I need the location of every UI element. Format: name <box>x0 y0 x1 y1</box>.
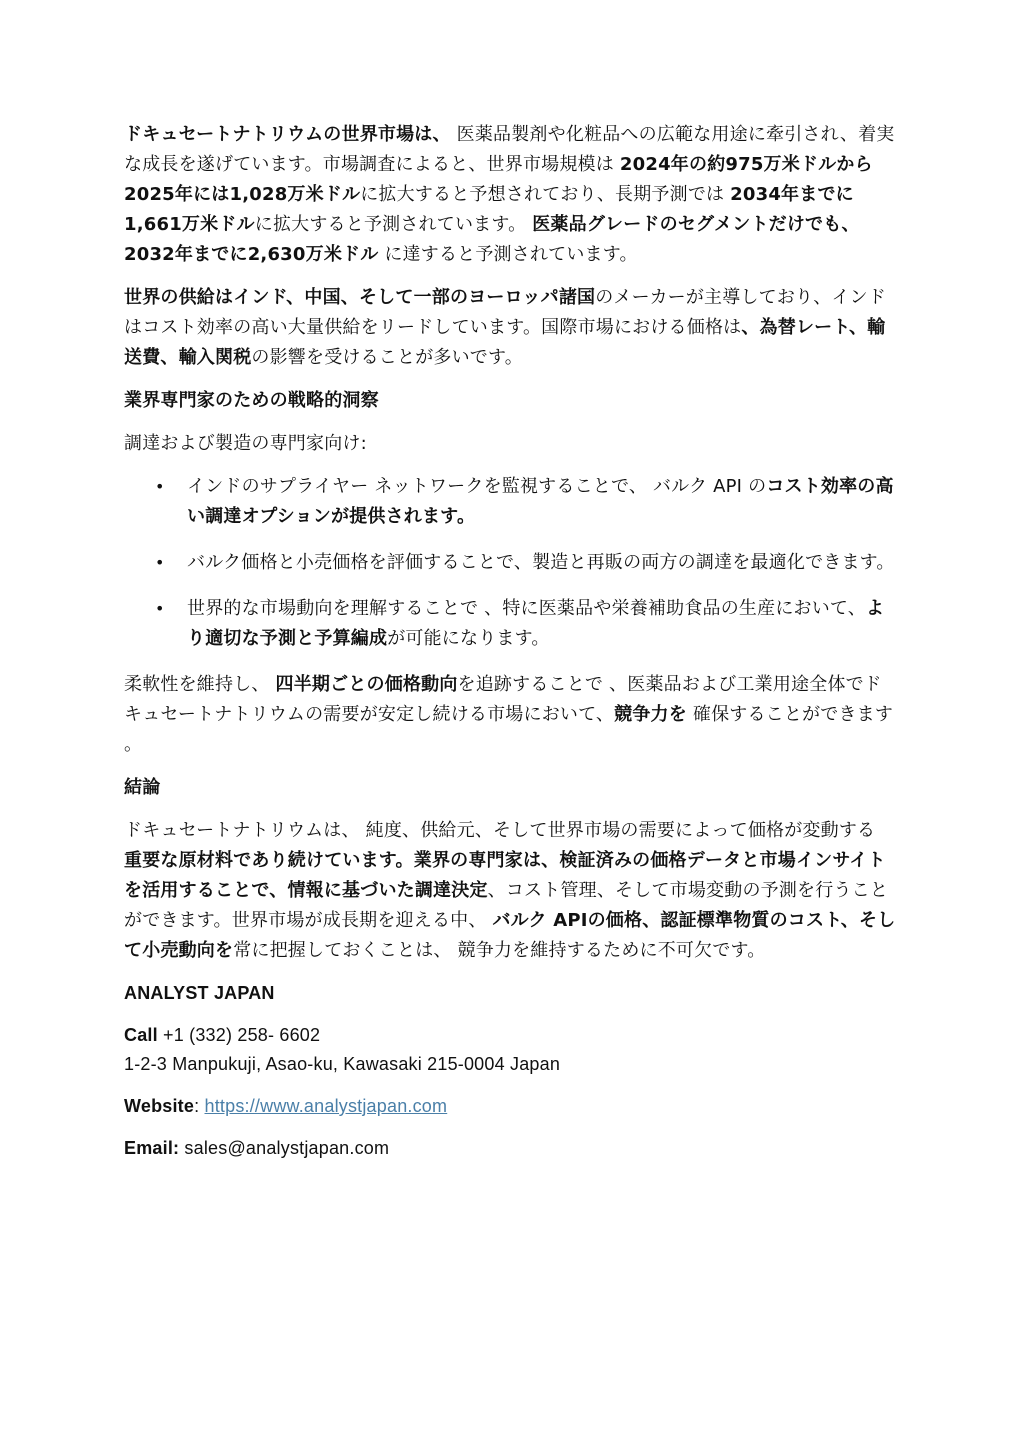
list-item <box>187 594 899 654</box>
email-address: sales@analystjapan.com <box>179 1138 390 1158</box>
conclusion-paragraph <box>124 816 899 966</box>
address-text: 1-2-3 Manpukuji, Asao-ku, Kawasaki 215-0004 Japan <box>124 1054 561 1074</box>
website-line <box>124 1092 899 1121</box>
website-link[interactable]: https://www.analystjapan.com <box>204 1096 448 1116</box>
flexibility-paragraph <box>124 670 899 760</box>
body-text: ドキュセートナトリウムは、 純度、供給元、そして世界市場の需要によって価格が変動する <box>124 820 876 841</box>
list-item-bold: コスト効率の高い調達オプションが提供されます。 <box>187 476 894 527</box>
body-text: に拡大すると予測されています。 <box>254 214 533 235</box>
list-item <box>187 548 899 578</box>
bold-text: 、為替レート、輸送費、輸入関税 <box>124 317 886 368</box>
bold-text: 2034年までに1,661万米ドル <box>124 184 854 235</box>
body-text: 医薬品製剤や化粧品への広範な用途に牽引され、着実な成長を遂げています。市場調査によると、世界市場規模は <box>124 124 895 175</box>
section-heading-conclusion: 結論 <box>124 777 161 798</box>
company-name: ANALYST JAPAN <box>124 983 275 1003</box>
list-item-after: が可能になります。 <box>387 628 550 649</box>
body-text: の影響を受けることが多いです。 <box>251 347 523 368</box>
bold-text: 競争力を <box>614 704 687 725</box>
section-heading-insights: 業界専門家のための戦略的洞察 <box>124 390 379 411</box>
phone-number: +1 (332) 258- 6602 <box>157 1025 321 1045</box>
website-label: Website <box>124 1096 195 1116</box>
market-overview-paragraph <box>124 120 899 270</box>
list-item-text: バルク価格と小売価格を評価することで、製造と再販の両方の調達を最適化できます。 <box>187 552 895 573</box>
bold-text: 医薬品グレードのセグメントだけでも、2032年までに2,630万米ドル <box>124 214 860 265</box>
bold-text: 重要な原材料であり続けています。業界の専門家は、検証済みの価格データと市場インサイトを活用することで、情報に基づいた調達決定 <box>124 850 886 901</box>
document-body <box>124 120 899 1176</box>
body-text: 、コスト管理、そして市場変動の予測を行うことができます。世界市場が成長期を迎える中、 <box>124 880 889 931</box>
body-text: を追跡することで 、医薬品および工業用途全体でドキュセートナトリウムの需要が安定し続ける市場において、 <box>124 674 882 725</box>
list-item <box>187 472 899 532</box>
supply-paragraph <box>124 283 899 373</box>
email-label: Email: <box>124 1138 180 1158</box>
body-text: に達すると予測されています。 <box>378 244 638 265</box>
body-text: 確保することができます 。 <box>124 704 894 755</box>
call-label: Call <box>124 1025 158 1045</box>
body-text: に拡大すると予想されており、長期予測では <box>360 184 731 205</box>
email-line <box>124 1134 899 1163</box>
body-text: のメーカーが主導しており、インドはコスト効率の高い大量供給をリードしています。国際市場における価格は <box>124 287 887 338</box>
contact-block <box>124 1021 899 1079</box>
list-item-text: 世界的な市場動向を理解することで 、特に医薬品や栄養補助食品の生産において、 <box>187 598 866 619</box>
list-item-text: インドのサプライヤー ネットワークを監視することで、 バルク API の <box>187 476 767 497</box>
contact-footer <box>124 979 899 1163</box>
website-separator: : <box>194 1096 205 1116</box>
body-text: 常に把握しておくことは、 競争力を維持するために不可欠です。 <box>233 940 766 961</box>
list-item-bold: より適切な予測と予算編成 <box>187 598 885 649</box>
bold-text: 四半期ごとの価格動向 <box>275 674 458 695</box>
bold-text: 2024年の約975万米ドルから2025年には1,028万米ドル <box>124 154 873 205</box>
intro-text: 調達および製造の専門家向け: <box>124 433 367 454</box>
bold-text: バルク APIの価格、認証標準物質のコスト、そして小売動向を <box>124 910 896 961</box>
body-text: 柔軟性を維持し、 <box>124 674 276 695</box>
bold-text: 世界の供給はインド、中国、そして一部のヨーロッパ諸国 <box>124 287 596 308</box>
insights-list <box>124 472 899 654</box>
bold-text: ドキュセートナトリウムの世界市場は、 <box>124 124 451 145</box>
